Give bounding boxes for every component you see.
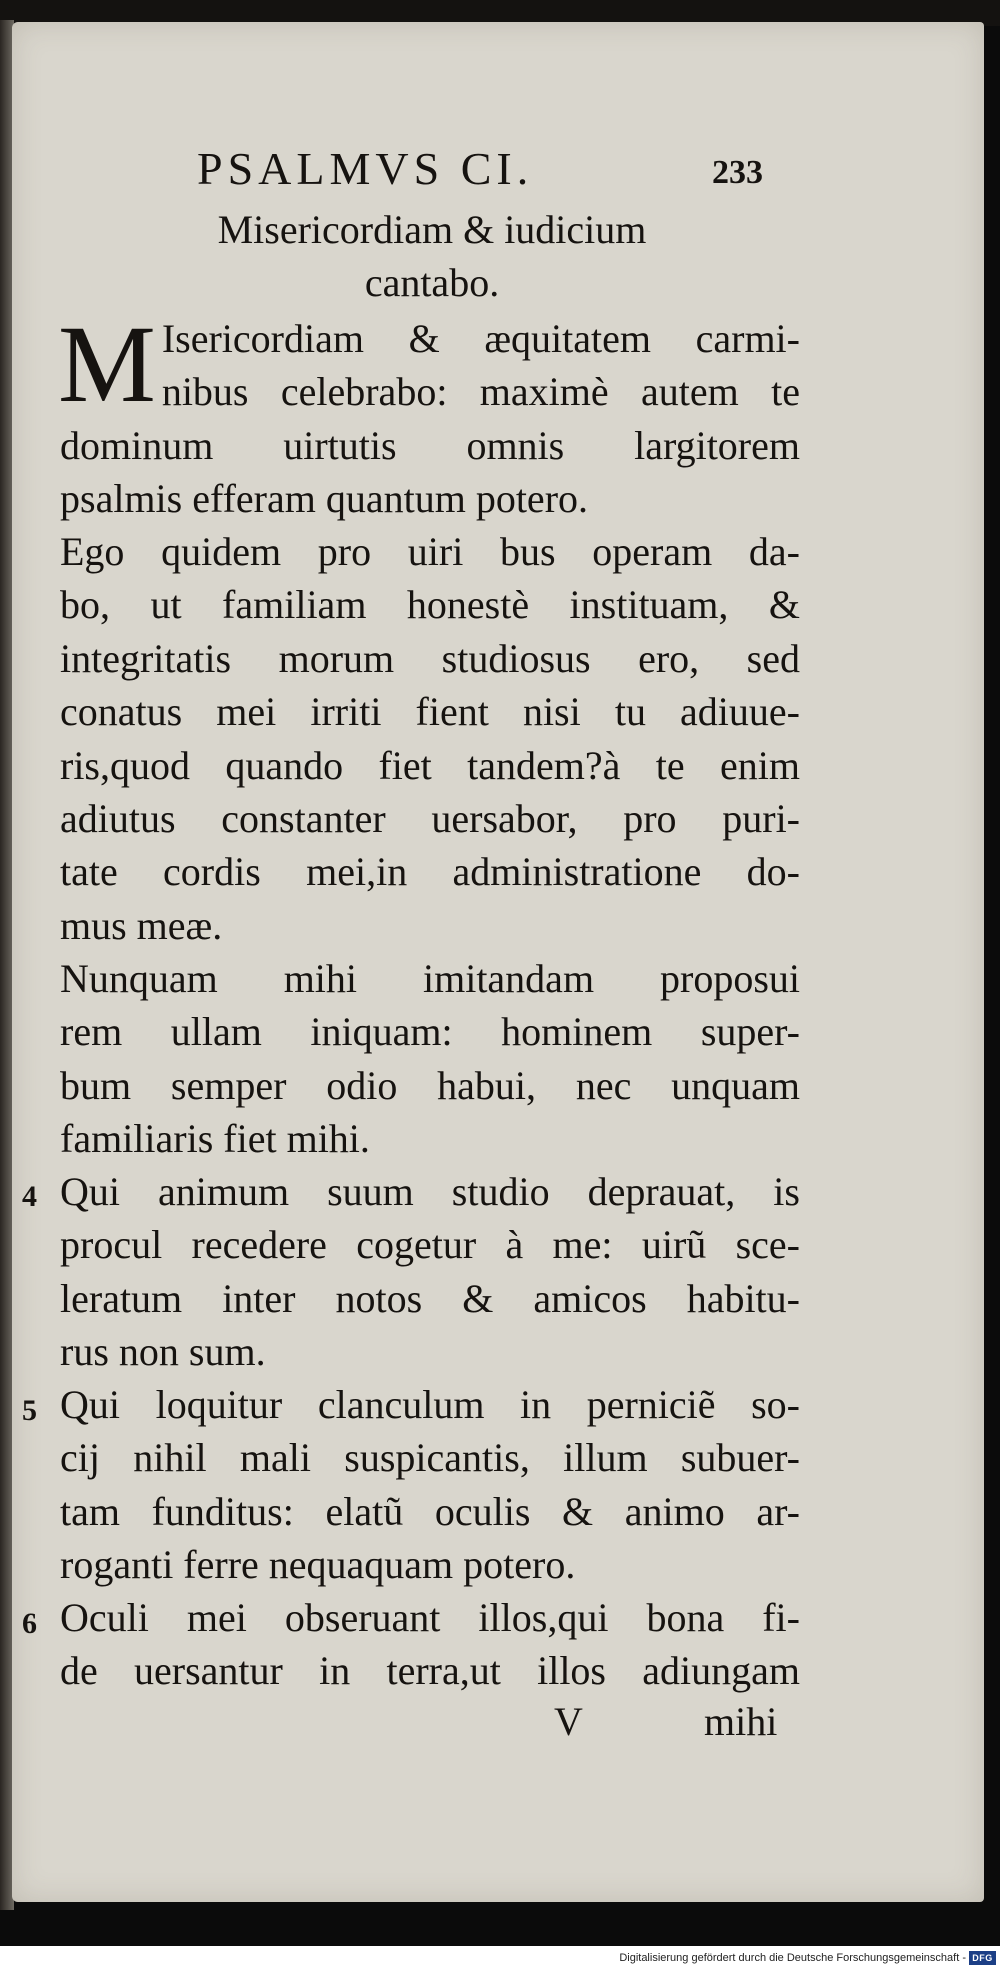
page-header <box>12 142 984 202</box>
verse-number: 4 <box>22 1180 37 1213</box>
text-line: Oculi mei obseruant illos,qui bona fi- <box>60 1595 800 1640</box>
paragraph-verse-1 <box>58 303 800 526</box>
text-line: Nunquam mihi imitandam proposui <box>60 956 800 1001</box>
text-line: familiaris fiet mihi. <box>60 1116 370 1162</box>
catchword: mihi <box>704 1699 778 1744</box>
paragraph-verse-5 <box>60 1378 800 1592</box>
credit-text: Digitalisierung gefördert durch die Deutsche Forschungsgemeinschaft - <box>619 1952 966 1964</box>
paragraph-verse-6 <box>60 1591 800 1698</box>
text-line: conatus mei irriti fient nisi tu adiuue- <box>60 689 800 735</box>
text-line: tam funditus: elatũ oculis & animo ar- <box>60 1488 800 1534</box>
text-line: adiutus constanter uersabor, pro puri- <box>60 795 800 841</box>
text-line: bum semper odio habui, nec unquam <box>60 1062 800 1108</box>
verse-number: 6 <box>22 1607 37 1640</box>
text-line: rus non sum. <box>60 1329 266 1375</box>
paragraph-verse-2 <box>60 525 800 952</box>
text-line: Qui animum suum studio deprauat, is <box>60 1169 800 1214</box>
page-number: 233 <box>712 154 763 191</box>
text-line: Isericordiam & æquitatem carmi- <box>161 316 800 361</box>
text-line: de uersantur in terra,ut illos adiungam <box>60 1648 800 1694</box>
psalm-subtitle <box>142 202 722 309</box>
text-line: psalmis efferam quantum potero. <box>60 476 589 522</box>
text-line: leratum inter notos & amicos habitu- <box>60 1275 800 1321</box>
paragraph-verse-4 <box>60 1165 800 1379</box>
subtitle-line: cantabo. <box>364 260 500 306</box>
text-line: cij nihil mali suspicantis, illum subuer- <box>60 1435 800 1481</box>
running-title: PSALMVS CI. <box>197 143 534 194</box>
text-line: bo, ut familiam honestè instituam, & <box>60 582 800 628</box>
subtitle-line: Misericordiam & iudicium <box>217 207 647 252</box>
dfg-logo: DFG <box>969 1951 996 1965</box>
text-line: Ego quidem pro uiri bus operam da- <box>60 529 800 574</box>
text-line: nibus celebrabo: maximè autem te <box>161 369 800 415</box>
text-line: rem ullam iniquam: hominem super- <box>60 1009 800 1055</box>
drop-cap-initial: M <box>58 303 156 425</box>
credit-bar <box>0 1946 1000 1971</box>
text-line: Qui loquitur clanculum in perniciẽ so- <box>60 1382 800 1427</box>
verse-number: 5 <box>22 1394 37 1427</box>
signature-mark: V <box>554 1699 583 1744</box>
text-line: procul recedere cogetur à me: uirũ sce- <box>60 1222 800 1268</box>
text-line: mus meæ. <box>60 902 223 948</box>
text-line: dominum uirtutis omnis largitorem <box>60 422 800 468</box>
text-line: ris,quod quando fiet tandem?à te enim <box>60 742 800 788</box>
text-line: roganti ferre nequaquam potero. <box>60 1542 576 1588</box>
paragraph-verse-3 <box>60 952 800 1166</box>
text-line: integritatis morum studiosus ero, sed <box>60 635 800 681</box>
text-line: tate cordis mei,in administratione do- <box>60 849 800 895</box>
book-page <box>12 22 984 1902</box>
